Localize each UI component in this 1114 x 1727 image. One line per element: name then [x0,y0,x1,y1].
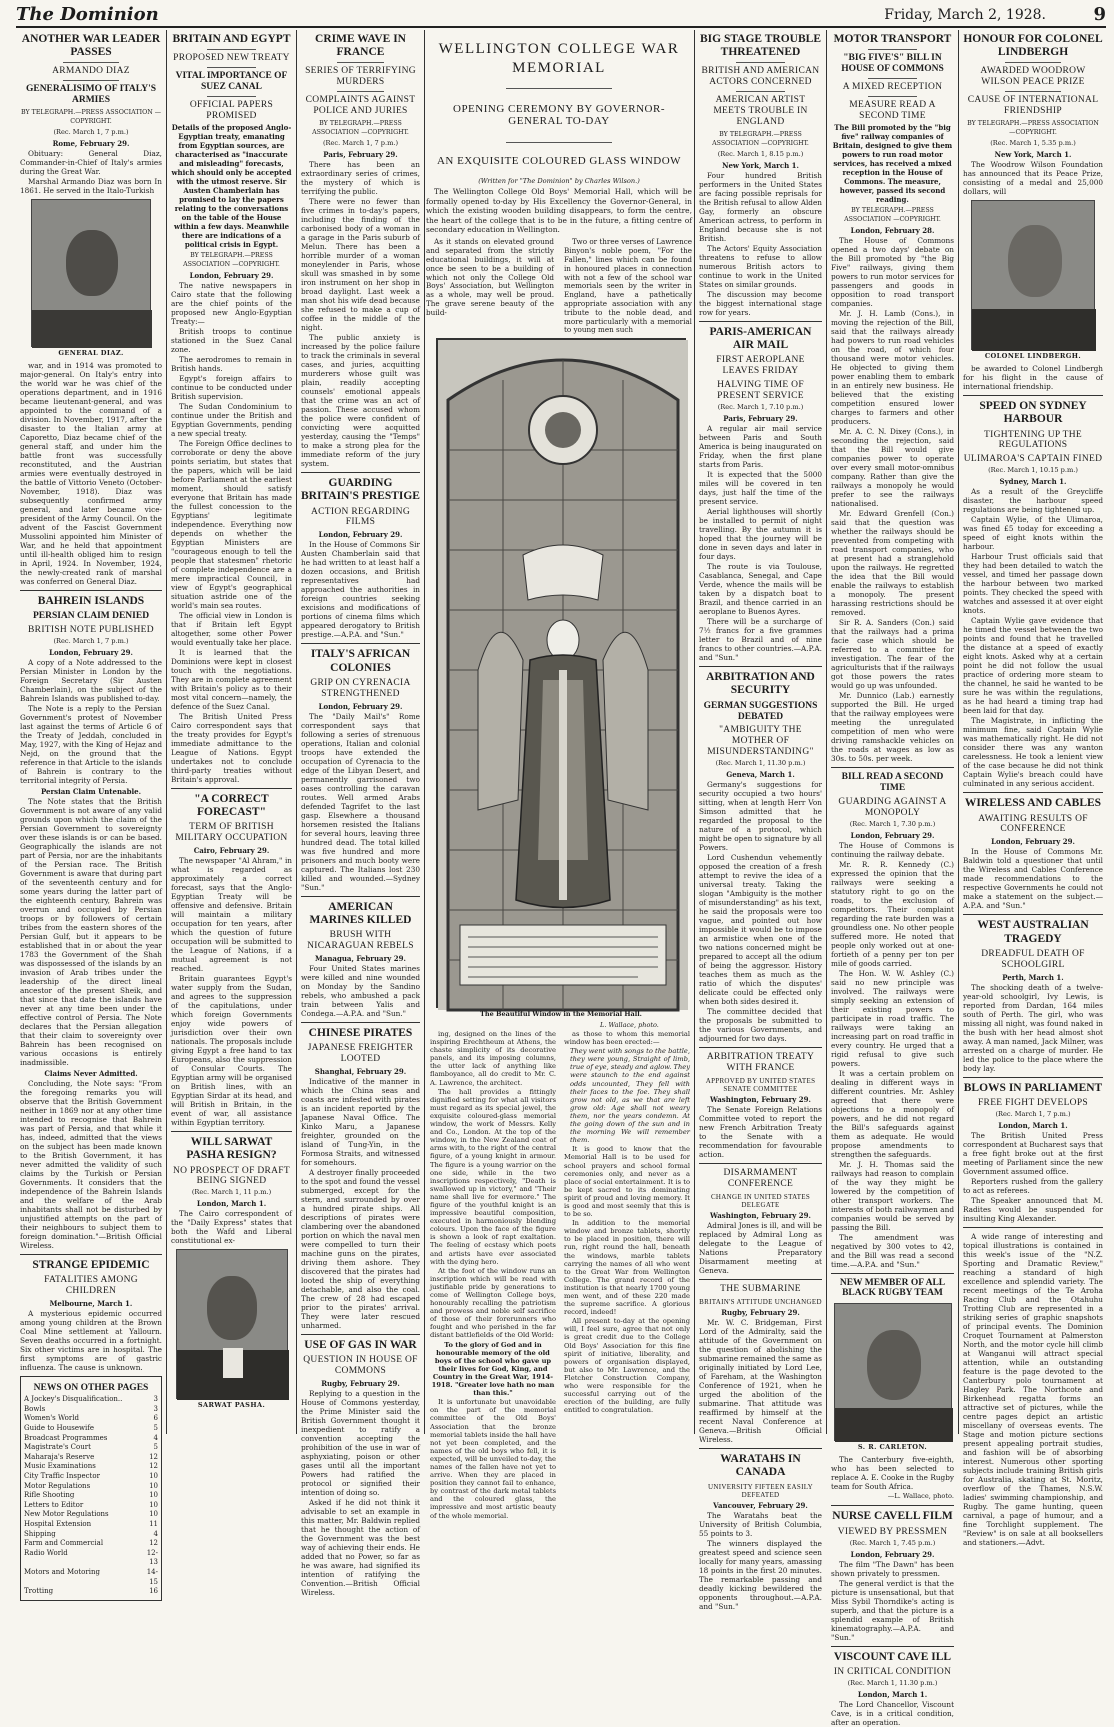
subhead: BRITISH NOTE PUBLISHED [28,625,154,636]
news-index-topic: Bowls [24,1404,46,1413]
news-index-page: 11 [149,1519,158,1528]
dateline: Sydney, March 1. [999,477,1067,487]
news-index-row [24,1510,158,1520]
feature-subhead: AN EXQUISITE COLOURED GLASS WINDOW [436,154,682,167]
dateline: Geneva, March 1. [726,770,795,780]
received-time: (Rec. March 1, 7 p.m.) [995,1109,1071,1118]
received-time: (Rec. March 1, 11.30 p.m.) [847,1678,938,1687]
subhead: HALVING TIME OF PRESENT SERVICE [717,380,804,402]
subhead: ACTION REGARDING FILMS [310,506,410,528]
news-index-topic: Hospital Extension [24,1519,92,1528]
subhead: AMERICAN ARTIST MEETS TROUBLE IN ENGLAND [713,95,808,128]
dateline: New York, March 1. [722,161,799,171]
article-summary: Details of the proposed Anglo-Egyptian treaty, emanating from Egyptian sources, are characterised as "inaccurate and misleading" forecasts, which should only be accepted with the utmost reserve. Sir Austen Chamberlain has promised to lay the papers relating to the conversations on the table of the House within a few days. Meanwhile there are indications of a political crisis in Egypt. [171,122,292,249]
article-text: Mr. Dunnico (Lab.) earnestly supported the Bill. He urged that the railway employees were meeting the unregulated competition of men who were driving ramshackle vehicles on the roads at wages as low as 30s. to 50s. per week. [831,690,954,763]
subhead: VITAL IMPORTANCE OF SUEZ CANAL [175,71,288,93]
feature-byline: (Written for "The Dominion" by Charles Wilson.) [478,177,640,186]
received-time: (Rec. March 1, 7.45 p.m.) [849,1538,936,1547]
headline: WARATAHS IN CANADA [720,1453,801,1479]
news-index-row [24,1501,158,1511]
headline: MOTOR TRANSPORT [833,33,952,45]
feature-headline: WELLINGTON COLLEGE WAR MEMORIAL [438,41,680,76]
column-1 [16,30,166,1596]
headline: BRITAIN AND EGYPT [172,33,291,45]
article-text: The discussion may become the biggest international stage row for years. [699,290,822,318]
news-index-row [24,1520,158,1530]
headline: PARIS-AMERICAN AIR MAIL [709,326,812,352]
subhead: DREADFUL DEATH OF SCHOOLGIRL [981,948,1085,970]
article-text: Concluding, the Note says: "From the foregoing remarks you will observe that the British Government neither in 1869 nor at any other time intended to recognise that Bahrein was part of Persia, and that while it has, indeed, admitted that the views on the subject has been made known to the British Government, it has never admitted the validity of such claims by the Turkish or Persian Governments. It considers that the independence of the Bahrein Islands and the welfare of the Arab inhabitants shall not be disturbed by unjustified attempts on the part of their neighbours to subject them to foreign domination."—British Official Wireless. [20,1079,162,1251]
headline: VISCOUNT CAVE ILL [833,1650,952,1663]
byline: BY TELEGRAPH.—PRESS ASSOCIATION —COPYRIGHT. [844,206,941,223]
article-text: Four United States marines were killed and nine wounded on Monday by the Sandino rebels, who ambushed a pack train between Yalis and Condega.—A.P.A. and "Sun." [301,963,420,1018]
feature-story [426,30,692,336]
news-index-topic: Women's World [24,1414,79,1423]
headline: NURSE CAVELL FILM [832,1510,953,1523]
dateline: Rome, February 29. [52,139,130,149]
article-text: Mr. R. R. Kennedy (C.) expressed the opinion that the railways were seeking a statutory right to go on the roads, to the exclusion of competitors. Their complaint regarding the rate burden was a groundless one. No other people suffered more. He noted that people only worked out at one-fortieth of a penny per ton per mile of goods carried. [831,859,954,968]
article-text: There has been an extraordinary series of crimes, the mystery of which is terrifying the public. [301,160,420,197]
article-text: It is learned that the Dominions were kept in closest touch with the negotiations. They are in complete agreement with Britain's policy as to their most vital concern—namely, the defence of the Suez Canal. [171,647,292,711]
subhead: APPROVED BY UNITED STATES SENATE COMMITTEE [705,1077,816,1094]
headline: WEST AUSTRALIAN TRAGEDY [977,919,1089,945]
news-index-page: 3 [153,1395,158,1404]
received-time: (Rec. March 1, 7.30 p.m.) [849,819,936,828]
news-index-page: 10 [149,1472,158,1480]
dateline: London, March 1. [857,1689,928,1699]
portrait-photo [834,1303,952,1441]
article-text: The Cairo correspondent of the "Daily Express" states that both the Wafd and Liberal constitutional ex- [171,1209,292,1246]
subhead: OFFICIAL PAPERS PROMISED [189,99,274,121]
headline: AMERICAN MARINES KILLED [309,900,412,926]
article-text: Germany's suggestions for security occupied a two hours' sitting, when at length Herr Von Simson admitted that he regarded the proposal to the nature of a protocol, which might be open to signature by all Powers. [699,780,822,853]
subhead: MEASURE READ A SECOND TIME [849,99,936,121]
column-5 [695,30,826,1611]
subhead: UNIVERSITY FIFTEEN EASILY DEFEATED [708,1482,813,1499]
article-text: It is good to know that the Memorial Hall is to be used for school prayers and school formal ceremonies only, and never as a place of social entertainment. It is to be kept sacred to its dominating spirit of proud and loving memory. It is good and most seemly that this is to be so. [564,1145,690,1219]
news-index-title: NEWS ON OTHER PAGES [33,1383,149,1394]
article-text: Asked if he did not think it advisable to set an example in this matter, Mr. Baldwin replied that he thought the action of the Government was the best way of achieving their ends. He added that no Power, so far as he was aware, had signified its intention of ratifying the Convention.—British Official Wireless. [301,1498,420,1598]
received-time: (Rec. March 1, 11 p.m.) [191,1188,272,1197]
headline: CRIME WAVE IN FRANCE [315,33,406,59]
byline: BY TELEGRAPH.—PRESS ASSOCIATION —COPYRIGHT. [712,131,809,148]
news-index-page: 10 [149,1481,158,1490]
news-index-page: 4 [153,1529,158,1538]
subhead: SERIES OF TERRIFYING MURDERS [305,66,416,88]
received-time: (Rec. March 1, 7 p.m.) [53,128,129,137]
article-text: A mysterious epidemic occurred among young children at the Brown Coal Mine settlement at Yallourn. Seven deaths occurred in a fortnight. Six other victims are in hospital. The first symptoms are of gastric influenza. The cause is unknown. [20,1309,162,1373]
news-index-topic: Letters to Editor [24,1500,84,1509]
subhead: QUESTION IN HOUSE OF COMMONS [303,1355,418,1377]
news-index-topic: City Traffic Inspector [24,1472,100,1480]
news-index-topic: Motors and Motoring [24,1567,100,1576]
dateline: Washington, February 29. [710,1211,811,1221]
photo-caption: S. R. CARLETON. [857,1443,928,1452]
article-text: A copy of a Note addressed to the Persian Minister in London by the Foreign Secretary (Sir Austen Chamberlain), on the subject of the Bahrein Islands was published to-day. [20,658,162,704]
article-text: The Lord Chancellor, Viscount Cave, is in a critical condition, after an operation. [831,1699,954,1727]
received-time: (Rec. March 1, 11.30 p.m.) [715,759,806,768]
news-index-page: 16 [149,1587,158,1596]
news-index-topic: New Motor Regulations [24,1510,109,1519]
news-index-topic: Maharaja's Reserve [24,1452,95,1461]
article-text: The Senate Foreign Relations Committee voted to report the new French Arbitration Treaty to the Senate with a recommendation for favourable action. [699,1105,822,1160]
news-index-row [24,1568,158,1587]
headline: WILL SARWAT PASHA RESIGN? [186,1136,277,1162]
byline: BY TELEGRAPH.—PRESS ASSOCIATION —COPYRIGHT. [20,109,162,126]
feature-lead: The Wellington College Old Boys' Memorial Hall, which will be formally opened to-day by His Excellency the Governor-General, in which the existing wooden building disappears, to form the centre, the heart of the college that is to be in the future, a fitting centre of secondary education in Wellington. [426,187,692,235]
portrait-photo [971,200,1095,350]
article-text: The route is via Toulouse, Casablanca, Senegal, and Cape Verde, whence the mails will be taken by a dispatch boat to Brazil, and thence carried in an aeroplane to Buenos Ayres. [699,562,822,617]
news-index-row [24,1395,158,1405]
news-index-page: 3 [153,1404,158,1413]
dateline: London, February 29. [318,701,403,711]
article-text: The Sudan Condominium to continue under the British and Egyptian Governments, pending a new special treaty. [171,401,292,438]
news-index-topic: Guide to Housewife [24,1424,94,1433]
article-text: Four hundred British performers in the United States are facing possible reprisals for the British refusal to allow Alden Gay, formerly an obscure American actress, to perform in England because she is not British. [699,171,822,244]
article-text: As a result of the Greycliffe disaster, the harbour speed regulations are being tightened up. [963,487,1103,515]
article-text: Egypt's foreign affairs to continue to be conducted under British supervision. [171,373,292,401]
headline: STRANGE EPIDEMIC [32,1259,150,1272]
photo-caption: GENERAL DIAZ. [58,349,124,358]
article-text: It is expected that the 5000 miles will be covered in ten days, just half the time of the present service. [699,470,822,507]
subhead: COMPLAINTS AGAINST POLICE AND JURIES [305,95,416,117]
feature-continued-left [426,1030,560,1520]
subhead: GRIP ON CYRENACIA STRENGTHENED [310,677,411,699]
subhead: TERM OF BRITISH MILITARY OCCUPATION [175,822,288,844]
news-index-page: 12 [149,1462,158,1471]
news-index-page: 5 [153,1443,158,1452]
article-text: The British United Press Cairo correspondent says that the treaty provides for Egypt's immediate admittance to the League of Nations. Egypt undertakes not to conclude third-party treaties without Britain's approval. [171,711,292,784]
column-3 [297,30,424,1598]
news-index-list [24,1395,158,1596]
news-index-topic: Trotting [24,1587,54,1596]
photo-credit: —L. Wallace, photo. [887,1492,954,1501]
headline: ANOTHER WAR LEADER PASSES [21,33,161,59]
news-index-row [24,1472,158,1482]
subhead: FIRST AEROPLANE LEAVES FRIDAY [716,355,805,377]
advertisement-text: A wide range of interesting and topical illustrations is contained in this week's issue of the "N.Z. Sporting and Dramatic Review," reaching a standard of high excellence and splendid variety. The recent meetings of the Te Aroha Racing Club and the Otahuhu Trotting Club are represented in a striking series of graphic snapshots of principal events. The Dominion Croquet Tournament at Palmerston North, and the motor cycle hill climb at Wanganui will attract special attention, while an outstanding feature is the page devoted to the Canterbury polo tournament at Hagley Park. The Northcote and Birkenhead regatta forms an attractive set of pictures, while the centre pages depict an artistic miscellany of overseas events. The Stage and motion picture sections present appealing portrait studies, and fashion will be of absorbing interest. Numerous other sporting subjects include training British girls for Australia, skating at St. Moritz, overflow of the Thames, N.S.W. ladies' swimming championship, and Rugby. The game hunting, queen carnival, a page of humour, and a fine Torchlight supplement. The "Review" is on sale at all booksellers and stationers.—Advt. [963,1231,1103,1547]
article-text: In the House of Commons Sir Austen Chamberlain said that he had written to at least half a dozen occasions, and British representatives had approached the authorities in foreign countries seeking excisions and modifications of portions of cinema films which appeared derogatory to British prestige.—A.P.A. and "Sun." [301,540,420,640]
dateline: London, March 1. [998,1120,1068,1130]
headline: NEW MEMBER OF ALL BLACK RUGBY TEAM [839,1277,946,1299]
stained-glass-window-photo [436,338,686,1008]
dateline: Cairo, February 29. [193,846,270,856]
article-text: British troops to continue stationed in the Suez Canal zone. [171,326,292,354]
portrait-photo [31,199,151,347]
headline: BAHREIN ISLANDS [37,595,145,608]
column-7 [959,30,1107,1547]
photo-caption: COLONEL LINDBERGH. [984,352,1082,361]
article-text: The public anxiety is increased by the police failure to track the criminals in several cases, and juries, acquitting murderers whose guilt was plain, readily accepting counsels' emotional appeals that the crime was an act of passion. These accused whom the police were confident of convicting were acquitted yesterday, causing the "Temps" to make a strong plea for the immediate reform of the jury system. [301,333,420,469]
dateline: Paris, February 29. [723,414,798,424]
subhead: JAPANESE FREIGHTER LOOTED [307,1043,414,1065]
subhead: A MIXED RECEPTION [842,82,943,93]
dateline: London, February 29. [318,530,403,540]
subhead: FREE FIGHT DEVELOPS [977,1097,1089,1108]
article-text: The committee decided that the proposals be submitted to the various Governments, and adjourned for two days. [699,1007,822,1044]
article-text: Britain guarantees Egypt's water supply from the Sudan, and agrees to the suppression of the capitulations, under which foreign Governments enjoy wide powers of jurisdiction over their own nationals. The proposals include giving Egypt a free hand to tax Europeans, also the suppression of Consular Courts. The Egyptian army will be organised on British lines, with an Egyptian Sirdar at its head, and will British in Britain, in the event of war, all assistance within Egyptian territory. [171,974,292,1128]
headline: "A CORRECT FORECAST" [194,792,269,819]
news-index-box [20,1376,162,1600]
dateline: Vancouver, February 29. [713,1500,808,1510]
news-index-topic: Radio World [24,1548,68,1557]
article-text: The Woodrow Wilson Foundation has announced that its Peace Prize, consisting of a medal and 25,000 dollars, will [963,160,1103,197]
received-time: (Rec. March 1, 8.15 p.m.) [717,150,804,159]
dateline: Rugby, February 29. [721,1308,800,1318]
subhead: AWAITING RESULTS OF CONFERENCE [978,813,1088,835]
subhead: GERMAN SUGGESTIONS DEBATED [703,700,818,722]
photo-credit: L. Wallace, photo. [600,1021,659,1029]
column-2 [167,30,296,1436]
article-text: The Waratahs beat the University of British Columbia, 55 points to 3. [699,1510,822,1538]
article-text: The Note states that the British Government is not aware of any valid grounds upon which the claim of the Persian Government to sovereignty over these islands is or can be based. Geographically the islands are not part of Persia, nor are the inhabitants of the Persian race. The British Government is aware that during part of the seventeenth century and for some years during the latter part of the eighteenth century, Bahrein was overrun and occupied by Persian troops or by followers of certain tribes from the eastern shores of the Persian Gulf, but it appears to be established that in or about the year 1783 the Government of the Shah was dispossessed of the islands by an invasion of Arab tribes under the leadership of the direct lineal ancestor of the present Sheik, and that since that date the islands have never at any time been under the effective control of Persia. The Note declares that the Persian allegation that their claim to sovereignty over Bahrein has been recognised on various occasions is entirely inadmissible. [20,797,162,1068]
news-index-page: 4 [153,1433,158,1442]
news-index-topic: Broadcast Programmes [24,1433,108,1442]
article-text: Harbour Trust officials said that they had been detailed to watch the vessel, and timed her passage down the harbour between two marked points. They checked the speed with watches and assessed it at over eight knots. [963,552,1103,616]
subhead: ARMANDO DIAZ [52,66,130,77]
article-text: The official view in London is that if Britain left Egypt altogether, some other Power would eventually take her place. [171,610,292,647]
article-text: The British United Press correspondent at Bucharest says that a free fight broke out at the first meeting of Parliament since the new Government assumed office. [963,1130,1103,1176]
received-time: (Rec. March 1, 7 p.m.) [322,139,399,148]
masthead [16,4,1106,28]
article-text: There were no fewer than five crimes in to-day's papers, including the finding of the carbonised body of a woman in a garage in the Paris suburb of Melun. There has been a horrible murder of a woman moneylender in Paris, whose skull was smashed in by some iron instrument on her shop in broad daylight. Last week a man shot his wife dead because she refused to make a cup of coffee in the middle of the night. [301,197,420,333]
dateline: London, February 29. [850,830,935,840]
page-number: 9 [1093,4,1106,25]
subhead: NO PROSPECT OF DRAFT BEING SIGNED [173,1165,290,1187]
headline: ITALY'S AFRICAN COLONIES [310,648,411,674]
article-text: In the House of Commons Mr. Baldwin told a questioner that until the Wireless and Cables Conference made recommendations to the respective Governments he could not make a statement on the subject.—A.P.A. and "Sun." [963,847,1103,911]
news-index-page: 6 [153,1414,158,1423]
byline: BY TELEGRAPH.—PRESS ASSOCIATION —COPYRIGHT. [967,120,1099,137]
window-illustration [438,340,688,1010]
subhead: CHANGE IN UNITED STATES DELEGATE [710,1193,811,1210]
received-time: (Rec. March 1, 5.35 p.m.) [990,139,1076,148]
article-text: Sir R. A. Sanders (Con.) said that the railways had a prima facie case which should be referred to a committee for investigation. The fear of the agriculturists that if the railways got those powers the rates would go up was unfounded. [831,617,954,690]
news-index-page: 14-15 [146,1567,158,1586]
dateline: New York, March 1. [994,150,1072,160]
section-subhead: Claims Never Admitted. [44,1069,138,1079]
article-text: Mr. J. H. Lamb (Cons.), in moving the rejection of the Bill, said that the railways already had powers to run road vehicles on the road, of which four thousand were motor vehicles. He objected to giving them power enabling them to embark in an entirely new business. He believed that the existing competition ensured lower charges to farmers and other producers. [831,308,954,426]
subhead: PERSIAN CLAIM DENIED [32,611,150,622]
article-text: It is unfortunate but unavoidable on the part of the memorial committee of the Old Boys' Association that the bronze memorial tablets inside the hall have not yet been completed, and the names of the old boys who fell, it is expected, will be unveiled to-day, the names of the fallen have not yet to arrive. When they are placed in position they cannot fail to enhance, by contrast of the dark metal tablets and the coloured glass, the impressive and most artistic beauty of the whole memorial. [430,1398,556,1520]
news-index-topic: A Jockey's Disqualification.. [24,1395,123,1404]
news-index-topic: Motor Regulations [24,1481,91,1490]
article-text: All present to-day at the opening will, I feel sure, agree that not only is great credit due to the College Old Boys' Association for this fine spirit of initiative, liberality, and powers of organisation displayed, but also to Mr. Lawrence, and the Fletcher Construction Company, who were responsible for the successful carrying out of the erection of the building, are fully entitled to congratulation. [564,1317,690,1415]
news-index-row [24,1530,158,1540]
news-index-row [24,1482,158,1492]
article-text: The Speaker announced that M. Radites would be suspended for insulting King Alexander. [963,1195,1103,1223]
article-text: Mr. A. C. N. Dixey (Cons.), in seconding the rejection, said that the Bill would give companies power to operate over every small motor-omnibus company. Rather than give the railways a monopoly he would prefer to see the railways nationalised. [831,426,954,508]
article-text: The general verdict is that the picture is unsensational, but that Miss Sybil Thorndike's acting is superb, and that the picture is a splendid example of British kinematography.—A.P.A. and "Sun." [831,1578,954,1642]
news-index-page: 12 [149,1452,158,1461]
subhead: VIEWED BY PRESSMEN [837,1526,948,1537]
issue-date: Friday, March 2, 1928. [884,7,1046,23]
subhead: IN CRITICAL CONDITION [833,1666,952,1677]
news-index-row [24,1443,158,1453]
article-text: as those to whom this memorial window has been erected:— [564,1030,690,1047]
article-text: The Hon. W. W. Ashley (C.) said no new principle was involved. The railways were simply seeking an extension of their existing powers to participate in road traffic. The railways were taking an increasing part on road traffic in every country. He urged that a rigid refusal to give such powers. [831,968,954,1068]
article-text: ing, designed on the lines of the inspiring Erechtheum at Athens, the chaste simplicity of its decorative panels, and its imposing columns, the utter lack of anything like flamboyance, all do credit to Mr. C. A. Lawrence, the architect. [430,1030,556,1087]
subhead: GUARDING AGAINST A MONOPOLY [838,796,947,818]
news-index-page: 5 [153,1424,158,1433]
headline: BIG STAGE TROUBLE THREATENED [699,33,821,59]
news-index-row [24,1405,158,1415]
article-text: Mr. Edward Grenfell (Con.) said that the question was whether the railways should be prevented from competing with road transport companies, who at present had a stranglehold upon the railways. He regretted the idea that the Bill would enable the railways to establish a monopoly. The present harassing restrictions should be removed. [831,508,954,617]
subhead: BRUSH WITH NICARAGUAN REBELS [307,930,414,952]
column-6 [827,30,958,1727]
portrait-photo [176,1249,288,1399]
article-text: The House of Commons opened a two days' debate on the Bill promoted by "the Big Five" railways, giving them powers to run motor services for passengers and goods in opposition to road transport companies. [831,235,954,308]
article-text: Aerial lighthouses will shortly be installed to permit of night travelling. By the autumn it is hoped that the journey will be done in seven days and later in four days. [699,507,822,562]
article-text: Replying to a question in the House of Commons yesterday, the Prime Minister said the British Government thought it inexpedient to ratify a convention accepting the prohibition of the use in war of asphyxiating, poison or other gases until all the important Powers had ratified the protocol or signified their intention of doing so. [301,1389,420,1498]
headline: USE OF GAS IN WAR [304,1339,417,1352]
article-text: Mr. J. H. Thomas said the railways had reason to complain of the way they might be lowered by the competition of other transport workers. The interests of both railwaymen and companies would be served by passing the Bill. [831,1159,954,1232]
dateline: Managua, February 29. [315,953,406,963]
feature-continued-right [560,1030,694,1430]
subhead: "AMBIGUITY THE MOTHER OF MISUNDERSTANDING" [707,725,814,758]
headline: GUARDING BRITAIN'S PRESTIGE [301,477,420,503]
article-text: Captain Wylie gave evidence that he timed the vessel between the two points and found that he travelled the distance at a speed of exactly eight knots. Asked why at a certain point he did not follow the usual practice of ordering more steam to the channel, he said he wanted to be sure he was within the regulations, as he had heard a timing trap had been laid for that day. [963,616,1103,716]
article-text: The "Daily Mail's" Rome correspondent says that following a series of strenuous operations, Italian and colonial troops have extended the occupation of Cyrenacia to the edge of the Libyan Desert, and permanently garrisoned two oases controlling the caravan routes. Well armed Arabs defended Tagrifet to the last gasp. Elsewhere a thousand horsemen resisted the Italians for several hours, leaving three hundred dead. The total killed was five hundred and more prisoners and much booty were captured. The Italians lost 230 killed and wounded.—Sydney "Sun." [301,711,420,892]
dateline: Rugby, February 29. [321,1379,400,1389]
article-text: The Note is a reply to the Persian Government's protest of November last against the terms of Article 6 of the Treaty of Jeddah, concluded in May, 1927, with the King of Hejaz and Nejd, on the ground that the reference in that Article to the islands of Bahrein is contrary to the territorial integrity of Persia. [20,704,162,786]
article-text: The amendment was negatived by 300 votes to 42, and the Bill was read a second time.—A.P.A. and "Sun." [831,1232,954,1269]
news-index-topic: Farm and Commercial [24,1539,104,1548]
paper-name: The Dominion [16,4,159,25]
news-index-page: 10 [149,1500,158,1509]
article-text: At the foot of the window runs an inscription which will be read with justifiable pride by generations to come of Wellington College boys, honourably recalling the patriotism and prowess and noble self sacrifice of those of their forerunners who fought and who perished in the far distant battlefields of the Old World: [430,1266,556,1340]
news-index-page: 12 [149,1539,158,1548]
news-index-row [24,1434,158,1444]
dateline: Melbourne, March 1. [49,1299,133,1309]
news-index-row [24,1587,158,1597]
photo-caption-text: The Canterbury five-eighth, who has been selected to replace A. E. Cooke in the Rugby team for South Africa. [831,1455,954,1492]
article-text: The hall provides a fittingly dignified setting for what all visitors must regard as its special jewel, the exquisite coloured-glass memorial window, the work of Messrs. Kelly and Co., London. At the top of the window, in the New Zealand coat of arms with, to the right of the central figure, of a young knight in armour. The figure is a young warrior on the one side, while in the two inscriptions respectively, "Death is swallowed up in victory," and "Their name shall live for evermore." The figure of the youthful knight is an impressive beautiful composition, executed in harmoniously blending colours. Upon the face of the figure is shown a look of rapt exaltation. The feeling of ecstasy which poets and artists have ever associated with the dying hero. [430,1087,556,1266]
article-text: It was a certain problem on dealing in different ways in different countries. Mr. Ashley agreed that there were objections to a monopoly of powers, and he did not regard the Bill's safeguards against them as adequate. He would propose amendments to strengthen the safeguards. [831,1068,954,1159]
article-text: The Foreign Office declines to corroborate or deny the above points seriatim, but states that the papers, which will be laid before Parliament at the earliest moment, should satisfy everyone that Britain has made the fullest concession to the Egyptians' legitimate independence. Everything now depends on whether the Egyptian Ministers are "courageous enough to tell the people that statesmen" rhetoric of complete independence are a mere impractical Council, in view of Egypt's geographical situation astride one of the world's main sea routes. [171,438,292,610]
news-index-page: 12-13 [146,1548,158,1567]
headline: DISARMAMENT CONFERENCE [723,1168,798,1190]
article-text: The Actors' Equity Association threatens to refuse to allow numerous British actors to continue to work in the United States on similar grounds. [699,244,822,290]
news-index-row [24,1491,158,1501]
memorial-inscription: To the glory of God and in honourable memory of the old boys of the school who gave up their lives for God, King, and Country in the Great War, 1914-1918. "Greater love hath no man than this." [431,1340,555,1398]
article-text: A destroyer finally proceeded to the spot and found the vessel submerged, except for the stern, and surrounded by over a hundred pirate ships. All descriptions of pirates were clambering over the abandoned portion on which the naval men were compelled to turn their machine guns on the pirates, driving them ashore. They discovered that the pirates had looted the ship of everything detachable, and also the coal. The crew of 28 had escaped prior to the pirates' arrival. They were later rescued unharmed. [301,1168,420,1331]
dateline: Washington, February 29. [710,1095,811,1105]
received-time: (Rec. March 1, 7.10 p.m.) [717,403,804,412]
headline: WIRELESS AND CABLES [964,797,1102,810]
dateline: London, February 29. [49,648,133,658]
article-text: The newspaper "Al Ahram," in what is regarded as approximately a correct forecast, says that the Anglo-Egyptian Treaty will be offensive and defensive. Britain will maintain a military occupation for ten years, after which the question of future occupation will be submitted to the League of Nations, if a mutual agreement is not reached. [171,856,292,974]
subhead: ULIMAROA'S CAPTAIN FINED [963,454,1103,465]
headline: ARBITRATION TREATY WITH FRANCE [706,1052,815,1074]
news-index-row [24,1424,158,1434]
article-text: The Magistrate, in inflicting the minimum fine, said Captain Wylie was mathematically right. He did not consider there was any wanton carelessness. He took a lenient view of the case because he did not think Captain Wylie's breach could have culminated in any serious accident. [963,716,1103,789]
article-text: Indicative of the manner in which the China seas and coasts are infested with pirates is an incident reported by the Japanese Naval Office. The Kinko Maru, a Japanese freighter, grounded on the island of Tung-Yin, in the Formosa Straits, and witnessed for somehours. [301,1077,420,1168]
headline: ARBITRATION AND SECURITY [706,671,815,697]
subhead: CAUSE OF INTERNATIONAL FRIENDSHIP [967,95,1099,117]
article-text: war, and in 1914 was promoted to major-general. On Italy's entry into the world war he was chief of the operations department, and in 1916 became lieutenant-general, and was appointed to the command of a division. In November, 1917, after the disaster to the Italian army at Caporetto, Diaz became chief of the general staff, and under him the battle front was successfully reconstituted, and the Austrian armies were eventually destroyed in the battle of Vittorio Veneto (October-November, 1918). Diaz was subsequently confirmed army general, and later became vice-president of the Army Council. On the advent of the Fascist Government Mussolini appointed him Minister of War, and he held that appointment until ill-health obliged him to resign in April, 1924. In November, 1924, the newly-created rank of marshal was conferred on General Diaz. [20,361,162,587]
subhead: GENERALISIMO OF ITALY'S ARMIES [25,84,157,106]
article-text: Admiral Jones is ill, and will be replaced by Admiral Long as delegate to the League of Nations Preparatory Disarmament meeting at Geneva. [699,1221,822,1276]
article-text: The House of Commons is continuing the railway debate. [831,840,954,859]
subhead: AWARDED WOODROW WILSON PEACE PRIZE [980,66,1086,88]
dateline: Perth, March 1. [1002,972,1064,982]
section-subhead: Persian Claim Untenable. [40,787,142,797]
dateline: Paris, February 29. [323,150,398,160]
subhead: BRITAIN'S ATTITUDE UNCHANGED [699,1298,822,1307]
news-index-row [24,1539,158,1549]
poem-verse: They went with songs to the battle, they were young, Straight of limb, true of eye, steady and aglow. They were staunch to the end against odds uncounted, They fell with their faces to the foe. They shall grow not old, as we that are left grow old: Age shall not weary them, nor the years condemn. At the going down of the sun and in the morning We will remember them. [570,1047,690,1145]
news-index-page: 10 [149,1491,158,1500]
byline: BY TELEGRAPH.—PRESS ASSOCIATION —COPYRIGHT. [183,251,280,268]
article-text: Captain Wylie, of the Ulimaroa, was fined £5 today for exceeding a speed of eight knots within the harbour. [963,515,1103,552]
dateline: London, February 28. [850,225,935,235]
news-index-topic: Magistrate's Court [24,1443,91,1452]
article-text: Obituary: General Diaz, Commander-in-Chief of Italy's armies during the Great War. [20,149,162,177]
news-index-topic: Shipping [24,1529,56,1538]
headline: BILL READ A SECOND TIME [841,771,944,793]
news-index-row [24,1453,158,1463]
received-time: (Rec. March 1, 7 p.m.) [53,637,129,646]
article-text: Two or three verses of Lawrence Binyon's noble poem, "For the Fallen," lines which can be found in honoured places in connection with not a few of the school war memorials seen by the writer in England, have a pathetically appropriate association with any tribute to the noble dead, and more particularly with a memorial to young men such [564,237,692,335]
article-text: Marshal Armando Diaz was born In 1861. He served in the Italo-Turkish [20,177,162,196]
dateline: London, February 29. [189,270,274,280]
subhead: PROPOSED NEW TREATY [173,53,290,64]
window-caption: The Beautiful Window in the Memorial Hall. [480,1010,642,1018]
byline: BY TELEGRAPH.—PRESS ASSOCIATION —COPYRIGHT. [312,120,409,137]
feature-subhead: OPENING CEREMONY BY GOVERNOR-GENERAL TO-DAY [453,102,665,128]
headline: THE SUBMARINE [720,1284,801,1295]
news-index-topic: Music Examinations [24,1462,96,1471]
dateline: London, February 29. [850,1549,935,1559]
news-index-row [24,1414,158,1424]
article-text: The shocking death of a twelve-year-old schoolgirl, Ivy Lewis, is reported from Dardan, 164 miles south of Perth. The girl, who was missing all night, was found naked in the bush with her head almost shot away. A man named, Jack Milner, was arrested on a charge of murder. He led the police to the place where the body lay. [963,982,1103,1073]
news-index-topic: Rifle Shooting [24,1491,75,1500]
subhead: FATALITIES AMONG CHILDREN [44,1275,138,1297]
dateline: London, February 29. [991,837,1075,847]
article-summary: The Bill promoted by the "big five" railway companies of Britain, designed to give them powers to run road motor services, has received a mixed reception in the House of Commons. The measure, however, passed its second reading. [832,122,953,204]
article-text: In addition to the memorial window and bronze tablets, shortly to be placed in position, there will run, right round the hall, beneath the windows, marble tablets carrying the names of all who went to the Great War from Wellington College. The grand record of the institution is that nearly 1700 young men went, and of these 220 made the supreme sacrifice. A glorious record, indeed! [564,1219,690,1317]
article-text: As it stands on elevated ground and separated from the strictly educational buildings, it will at once be seen to be a building of which not only the College Old Boys' Association, but Wellington as a whole, may well be proud. The grave serene beauty of the build- [426,237,554,317]
article-text: Mr. W. C. Bridgeman, First Lord of the Admiralty, said the attitude of the Government on the question of abolishing the submarine remained the same as originally initiated by Lord Lee, of Fareham, at the Washington Conference of 1921, when he urged the abolition of the submarine. That attitude was reaffirmed by himself at the recent Naval Conference at Geneva.—British Official Wireless. [699,1318,822,1445]
dateline: Shanghai, February 29. [314,1067,407,1077]
article-text: Reporters rushed from the gallery to act as referees. [963,1176,1103,1195]
article-text: The winners displayed the greatest speed and science seen locally for many years, amassing 18 points in the first 20 minutes. The remarkable passing and deadly kicking bewildered the opponents throughout.—A.P.A. and "Sun." [699,1538,822,1611]
news-index-row [24,1462,158,1472]
article-text: The aerodromes to remain in British hands. [171,354,292,373]
subhead: TIGHTENING UP THE REGULATIONS [984,429,1082,451]
article-text: A regular air mail service between Paris and South America is being inaugurated on Friday, when the first plane starts from Paris. [699,424,822,470]
column-rule [424,30,425,1434]
subhead: BRITISH AND AMERICAN ACTORS CONCERNED [701,66,820,88]
dateline: London, March 1. [196,1199,267,1209]
received-time: (Rec. March 1, 10.15 p.m.) [988,466,1078,475]
article-text: be awarded to Colonel Lindbergh for his flight in the cause of international friendship. [963,364,1103,392]
news-index-page: 10 [149,1510,158,1519]
article-text: The native newspapers in Cairo state that the following are the chief points of the proposed new Anglo-Egyptian Treaty:— [171,280,292,326]
headline: CHINESE PIRATES [308,1026,413,1039]
article-text: The film "The Dawn" has been shown privately to pressmen. [831,1559,954,1578]
photo-caption: SARWAT PASHA. [197,1401,266,1410]
headline: BLOWS IN PARLIAMENT [963,1081,1103,1094]
subhead: "BIG FIVE'S" BILL IN HOUSE OF COMMONS [841,53,944,75]
news-index-row [24,1549,158,1568]
article-text: Lord Cushendun vehemently opposed the creation of a fresh attempt to revive the idea of a universal treaty. Taking the slogan "Ambiguity is the mother of misunderstanding" as his text, he said the proposals were too vague, and pointed out how impossible it would be to impose an armistice when one of the two nations concerned might be prepared to accept all the odium of being the aggressor. History teaches them as much as the ratio of which the disputes' delicate could be effected only when both sides desired it. [699,853,822,1007]
article-text: There will be a surcharge of 7½ francs for a five grammes letter to Brazil and of nine francs to other countries.—A.P.A. and "Sun." [699,617,822,663]
headline: SPEED ON SYDNEY HARBOUR [979,400,1087,426]
headline: HONOUR FOR COLONEL LINDBERGH [963,33,1103,59]
